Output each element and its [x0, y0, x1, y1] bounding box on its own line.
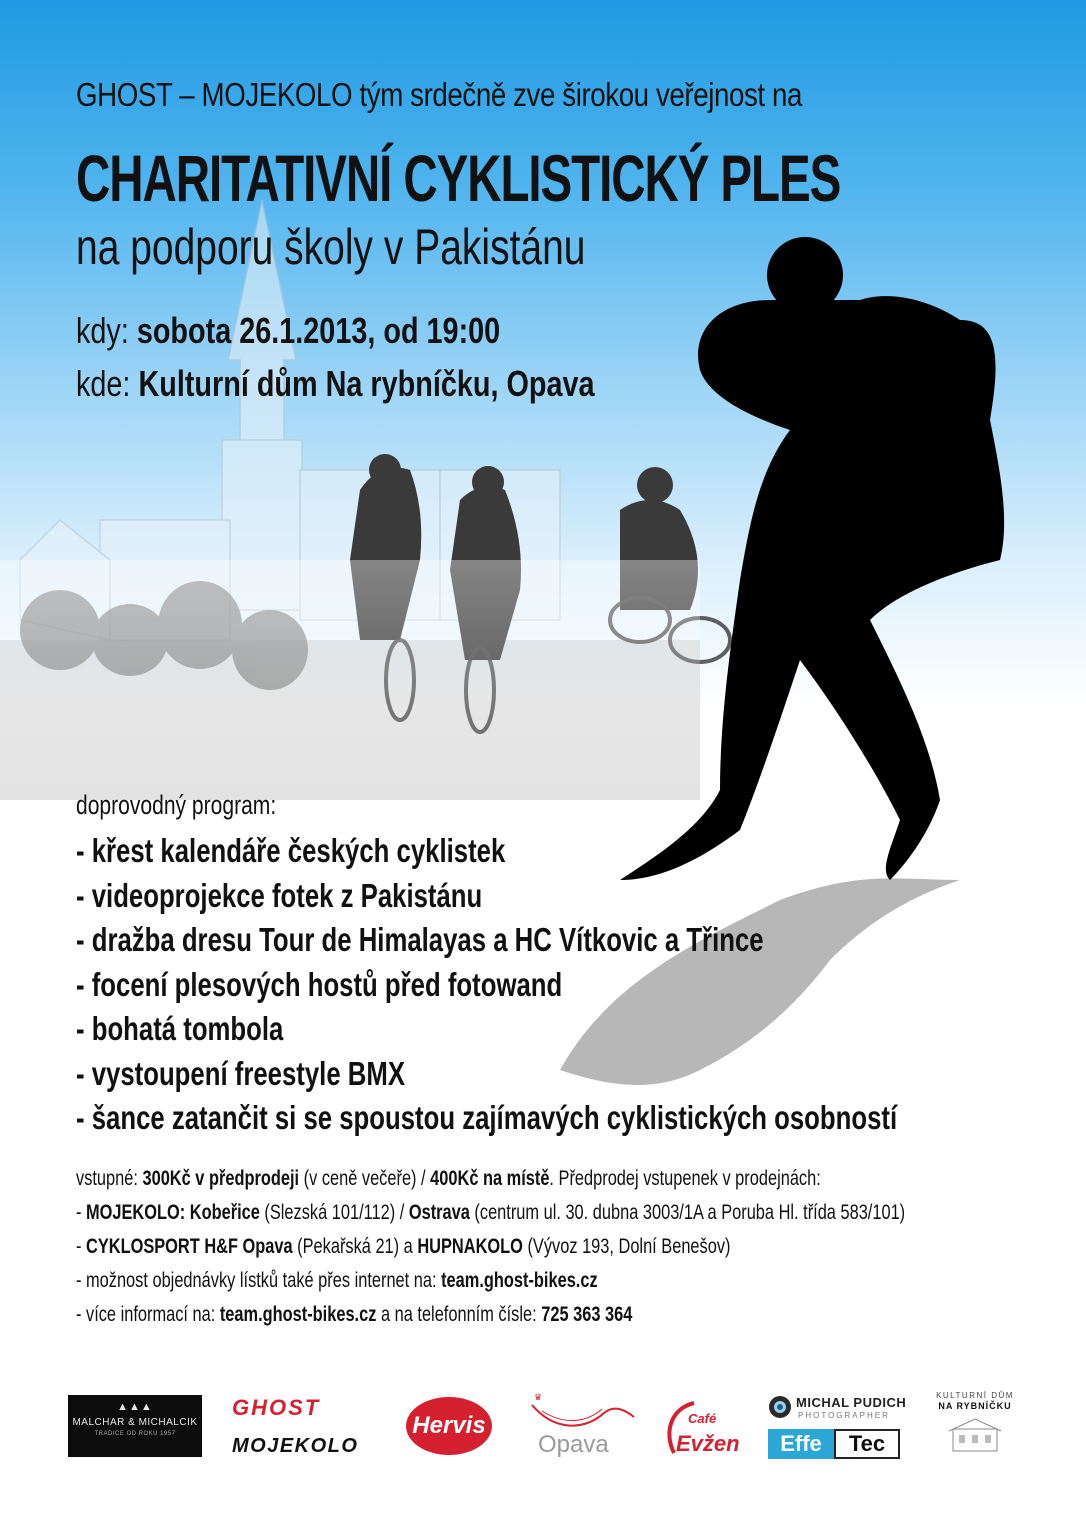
building-icon — [945, 1415, 1005, 1455]
cafe-evzen-logo — [660, 1399, 742, 1461]
text: (Slezská 101/112) / — [259, 1201, 409, 1224]
program-section — [76, 790, 897, 1141]
ticket-info — [76, 1162, 905, 1332]
ghost-logo-text: GHOST — [232, 1395, 321, 1420]
photographer-tag: PHOTOGRAPHER — [798, 1411, 890, 1420]
text: - — [76, 1201, 87, 1224]
text: (v ceně večeře) / — [299, 1167, 431, 1190]
program-item: - dražba dresu Tour de Himalayas a HC Vítkovic a Třince — [76, 921, 764, 958]
website-link[interactable]: team.ghost-bikes.cz — [441, 1269, 598, 1292]
website-link[interactable]: team.ghost-bikes.cz — [219, 1303, 377, 1326]
door-price: 400Kč na místě — [430, 1167, 550, 1190]
info-line-online — [76, 1264, 905, 1298]
malchar-michalcik-logo — [68, 1395, 202, 1457]
event-when — [76, 310, 500, 352]
text: a na telefonním čísle: — [376, 1303, 542, 1326]
photographer-name: MICHAL PUDICH — [796, 1395, 907, 1410]
where-value: Kulturní dům Na rybníčku, Opava — [138, 363, 595, 404]
cafe-word: Café — [688, 1411, 717, 1426]
effetec-part-b: Tec — [834, 1429, 900, 1459]
event-subtitle: na podporu školy v Pakistánu — [76, 219, 586, 275]
program-item: - focení plesových hostů před fotowand — [76, 965, 563, 1003]
kulturni-dum-logo — [930, 1391, 1020, 1463]
opava-swoosh-icon — [524, 1391, 642, 1435]
text: (centrum ul. 30. dubna 3003/1A a Poruba Hl. třída 583/101) — [469, 1201, 906, 1224]
shop-name: MOJEKOLO: Kobeřice — [86, 1201, 260, 1224]
camera-lens-icon — [768, 1395, 792, 1419]
presale-price: 300Kč v předprodeji — [142, 1167, 300, 1190]
shop-name: Ostrava — [408, 1201, 470, 1224]
text: . Předprodej vstupenek v prodejnách: — [549, 1167, 821, 1190]
shop-name: HUPNAKOLO — [417, 1235, 523, 1258]
program-item: - videoprojekce fotek z Pakistánu — [76, 876, 483, 914]
effetec-logo — [768, 1429, 900, 1459]
text: - možnost objednávky lístků také přes internet na: — [76, 1269, 442, 1292]
mm-icon: ▲▲▲ — [117, 1401, 153, 1413]
hervis-logo: Hervis — [406, 1397, 492, 1455]
event-title: CHARITATIVNÍ CYKLISTICKÝ PLES — [76, 141, 841, 215]
kd-line-1: KULTURNÍ DŮM — [936, 1391, 1014, 1400]
mojekolo-logo-text: MOJEKOLO — [232, 1435, 359, 1457]
svg-text:♛: ♛ — [534, 1393, 543, 1403]
invitation-line: GHOST – MOJEKOLO tým srdečně zve širokou veřejnost na — [76, 76, 802, 113]
shop-name: CYKLOSPORT H&F Opava — [86, 1235, 293, 1258]
text: vstupné: — [76, 1167, 143, 1190]
program-heading: doprovodný program: — [76, 790, 277, 820]
ghost-mojekolo-logo — [232, 1395, 382, 1465]
opava-logo-text: Opava — [538, 1431, 609, 1458]
program-item: - šance zatančit si se spoustou zajímavých cyklistických osobností — [76, 1099, 898, 1136]
text: (Vývoz 193, Dolní Benešov) — [522, 1235, 731, 1258]
program-item: - bohatá tombola — [76, 1010, 284, 1047]
info-line-shop-1 — [76, 1196, 905, 1230]
where-label: kde: — [76, 363, 139, 404]
program-list — [76, 829, 897, 1141]
kd-line-2: NA RYBNÍČKU — [938, 1401, 1012, 1411]
text: - — [76, 1235, 87, 1258]
event-where — [76, 363, 595, 405]
text: (Pekařská 21) a — [292, 1235, 418, 1258]
when-label: kdy: — [76, 310, 137, 351]
program-item: - vystoupení freestyle BMX — [76, 1054, 405, 1092]
cafe-name: Evžen — [676, 1431, 740, 1456]
info-line-price — [76, 1162, 905, 1196]
opava-logo — [524, 1391, 642, 1463]
info-line-contact — [76, 1298, 905, 1332]
effetec-part-a: Effe — [768, 1429, 834, 1459]
info-line-shop-2 — [76, 1230, 905, 1264]
logo-text: MALCHAR & MICHALCIK — [72, 1417, 198, 1428]
when-value: sobota 26.1.2013, od 19:00 — [136, 310, 501, 351]
program-item: - křest kalendáře českých cyklistek — [76, 832, 506, 869]
michal-pudich-logo — [768, 1391, 918, 1425]
text: - více informací na: — [76, 1303, 220, 1326]
phone-number: 725 363 364 — [541, 1303, 633, 1326]
sponsor-strip — [0, 1385, 1086, 1465]
logo-tagline: TRADICE OD ROKU 1957 — [94, 1431, 176, 1437]
